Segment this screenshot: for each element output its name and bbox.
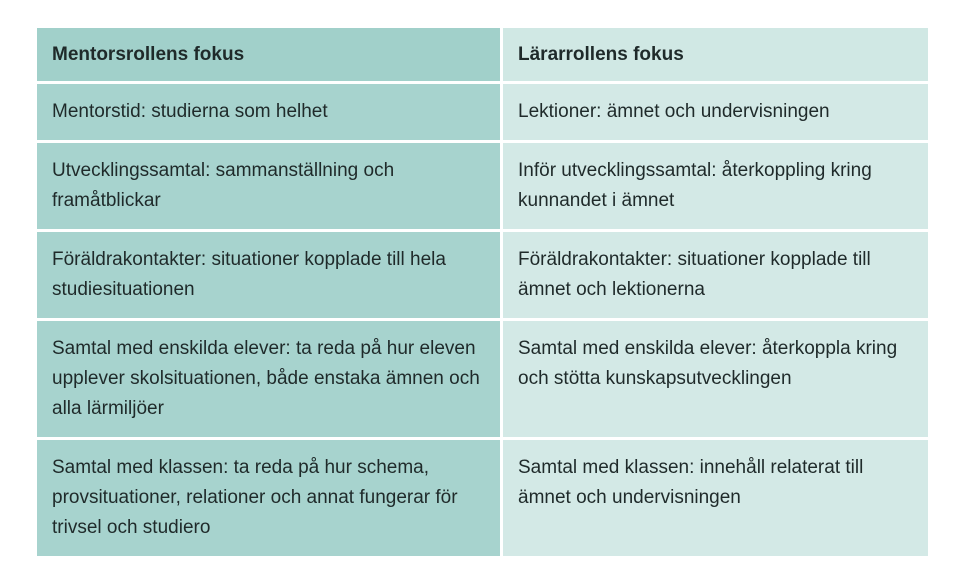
mentor-cell: Mentorstid: studierna som helhet (37, 84, 500, 140)
mentor-cell: Samtal med enskilda elever: ta reda på hur eleven upplever skolsituationen, både enstaka ämnen och alla lärmiljöer (37, 321, 500, 437)
comparison-table (34, 25, 931, 559)
mentor-cell: Utvecklingssamtal: sammanställning och framåtblickar (37, 143, 500, 229)
table-row (37, 321, 928, 437)
teacher-cell: Samtal med klassen: innehåll relaterat till ämnet och undervisningen (503, 440, 928, 556)
mentor-cell: Föräldrakontakter: situationer kopplade till hela studiesituationen (37, 232, 500, 318)
table-row (37, 440, 928, 556)
table-header-row (37, 28, 928, 81)
table-row (37, 84, 928, 140)
header-mentor-focus: Mentorsrollens fokus (37, 28, 500, 81)
comparison-table-container (37, 28, 928, 556)
teacher-cell: Samtal med enskilda elever: återkoppla kring och stötta kunskapsutvecklingen (503, 321, 928, 437)
teacher-cell: Lektioner: ämnet och undervisningen (503, 84, 928, 140)
table-row (37, 232, 928, 318)
teacher-cell: Föräldrakontakter: situationer kopplade till ämnet och lektionerna (503, 232, 928, 318)
header-teacher-focus: Lärarrollens fokus (503, 28, 928, 81)
mentor-cell: Samtal med klassen: ta reda på hur schema, provsituationer, relationer och annat fungerar för trivsel och studiero (37, 440, 500, 556)
teacher-cell: Inför utvecklingssamtal: återkoppling kring kunnandet i ämnet (503, 143, 928, 229)
table-row (37, 143, 928, 229)
